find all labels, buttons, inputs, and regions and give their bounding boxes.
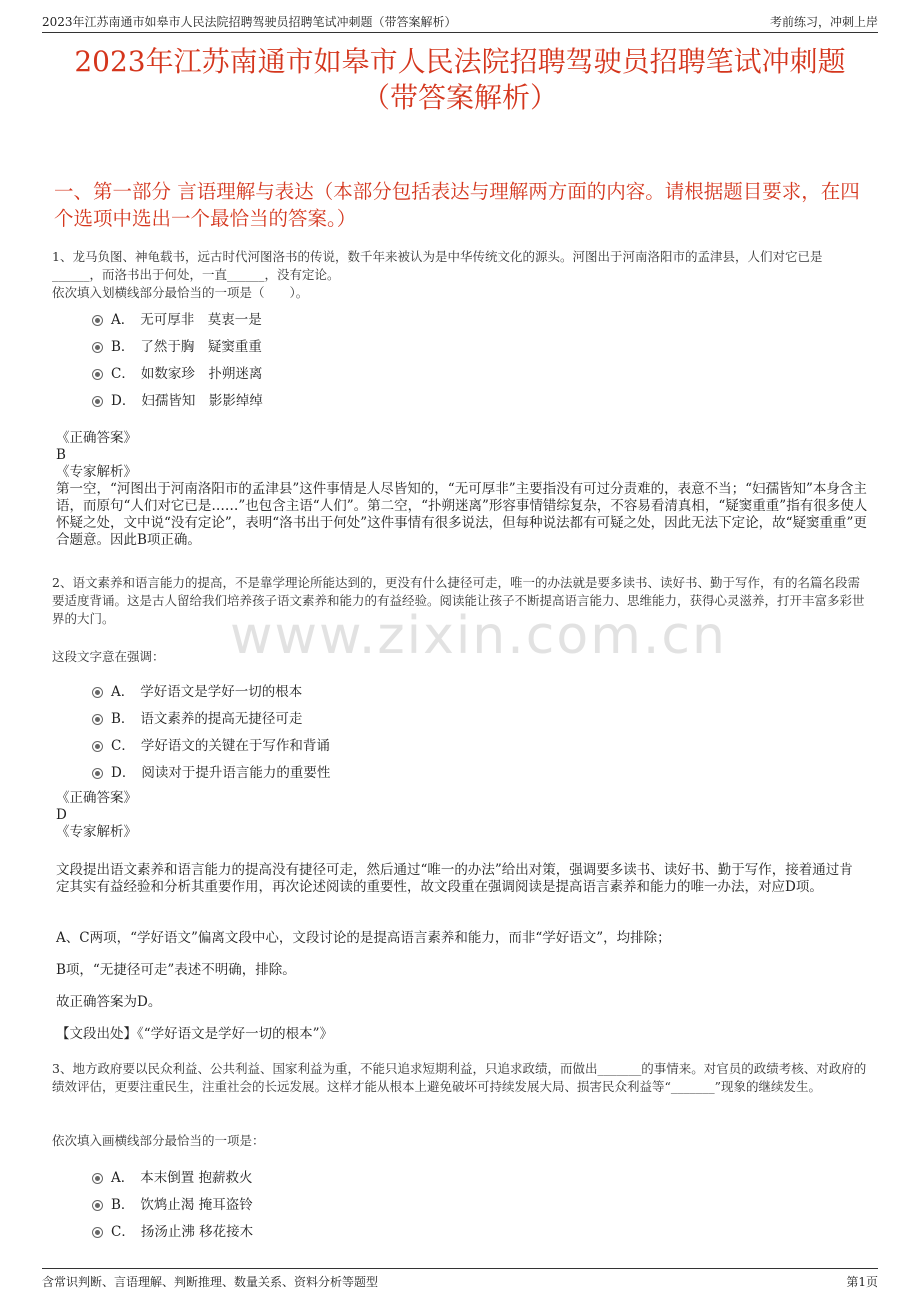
header-slogan: 考前练习，冲刺上岸 [769,15,878,29]
option-label: A． [111,311,135,328]
q2-answer-block [56,790,871,841]
q1-analysis: 第一空，“河图出于河南洛阳市的孟津县”这件事情是人尽皆知的，“无可厚非”主要指没有可过分责难的，表意不当；“妇孺皆知”本身含主语，而原句“人们对它已是……”也包含主语“人们”。第二空，“扑朔迷离”形容事情错综复杂，不容易看清真相，“疑窦重重”指有很多使人怀疑之处，文中说“没有定论”，表明“洛书出于何处”这件事情有很多说法，但每种说法都有可疑之处，因此无法下定论，故“疑窦重重”更合题意。因此B项正确。 [56,481,868,548]
option-label: B． [111,338,135,355]
radio-icon[interactable] [92,768,103,779]
option-label: C． [111,737,135,754]
document-title [30,44,890,116]
q1-answer-title: 《正确答案》 [56,430,137,446]
option-label: A． [111,1169,135,1186]
watermark: www.zixin.com.cn [230,606,727,666]
option-text: 语文素养的提高无捷径可走 [140,710,303,727]
option-text: 无可厚非 莫衷一是 [140,311,262,328]
question-2-stem: 这段文字意在强调： [52,649,165,664]
q3-option-a[interactable] [92,1162,253,1189]
radio-icon[interactable] [92,741,103,752]
page-number: 第1页 [846,1275,878,1289]
radio-icon[interactable] [92,1227,103,1238]
option-text: 学好语文的关键在于写作和背诵 [140,737,330,754]
q2-analysis-2: A、C两项，“学好语文”偏离文段中心，文段讨论的是提高语言素养和能力，而非“学好语文”，均排除； [56,930,671,946]
q1-option-c[interactable] [92,358,263,385]
question-1-text [52,248,867,302]
radio-icon[interactable] [92,1173,103,1184]
q2-analysis-4: 故正确答案为D。 [56,994,162,1010]
question-3-text: 3、地方政府要以民众利益、公共利益、国家利益为重，不能只追求短期利益，只追求政绩，而做出_______的事情来。对官员的政绩考核、对政府的绩效评估，更要注重民生，注重社会的长远发展。这样才能从根本上避免破坏可持续发展大局、损害民众利益等“_______”现象的继续发生。 [52,1061,867,1094]
title-line-1: 2023年江苏南通市如皋市人民法院招聘驾驶员招聘笔试冲刺题 [74,45,846,78]
q2-option-b[interactable] [92,703,330,730]
question-2-options [92,676,330,784]
q2-answer-title: 《正确答案》 [56,790,137,806]
question-1-options [92,304,263,412]
radio-icon[interactable] [92,315,103,326]
q2-analysis-1: 文段提出语文素养和语言能力的提高没有捷径可走，然后通过“唯一的办法”给出对策，强调要多读书、读好书、勤于写作，接着通过肯定其实有益经验和分析其重要作用，再次论述阅读的重要性，故文段重在强调阅读是提高语言素养和能力的唯一办法，对应D项。 [56,862,853,895]
option-text: 了然于胸 疑窦重重 [140,338,262,355]
option-label: C． [111,365,135,382]
q1-analysis-title: 《专家解析》 [56,464,137,480]
option-text: 学好语文是学好一切的根本 [140,683,303,700]
q1-option-d[interactable] [92,385,263,412]
q1-line-3: 依次填入划横线部分最恰当的一项是（ ）。 [52,285,309,300]
radio-icon[interactable] [92,396,103,407]
q2-answer: D [56,807,67,823]
q1-line-2: ______，而洛书出于何处，一直______，没有定论。 [52,267,340,282]
q2-option-d[interactable] [92,757,330,784]
q1-option-b[interactable] [92,331,263,358]
radio-icon[interactable] [92,342,103,353]
q3-option-c[interactable] [92,1216,253,1243]
option-label: C． [111,1223,135,1240]
q2-option-a[interactable] [92,676,330,703]
option-text: 本末倒置 抱薪救火 [140,1169,253,1186]
q2-option-c[interactable] [92,730,330,757]
q1-answer: B [56,447,66,463]
q2-analysis-title: 《专家解析》 [56,824,137,840]
page-header [42,10,878,33]
option-label: B． [111,710,135,727]
radio-icon[interactable] [92,369,103,380]
q3-option-b[interactable] [92,1189,253,1216]
option-text: 阅读对于提升语言能力的重要性 [141,764,331,781]
question-3-options [92,1162,253,1243]
option-text: 扬汤止沸 移花接木 [140,1223,254,1240]
radio-icon[interactable] [92,1200,103,1211]
option-text: 妇孺皆知 影影绰绰 [141,392,263,409]
title-line-2: （带答案解析） [361,81,558,114]
q1-line-1: 1、龙马负图、神龟载书，远古时代河图洛书的传说，数千年来被认为是中华传统文化的源头。河图出于河南洛阳市的孟津县，人们对它已是 [52,249,823,264]
footer-topics: 含常识判断、言语理解、判断推理、数量关系、资料分析等题型 [42,1275,379,1289]
radio-icon[interactable] [92,714,103,725]
section-heading: 一、第一部分 言语理解与表达（本部分包括表达与理解两方面的内容。请根据题目要求，在四个选项中选出一个最恰当的答案。） [54,180,860,230]
option-text: 饮鸩止渴 掩耳盗铃 [140,1196,253,1213]
option-text: 如数家珍 扑朔迷离 [140,365,263,382]
q2-analysis-3: B项，“无捷径可走”表述不明确，排除。 [56,962,296,978]
q2-source: 【文段出处】《“学好语文是学好一切的根本”》 [56,1026,334,1042]
option-label: D． [111,764,136,781]
question-2-text: 2、语文素养和语言能力的提高，不是靠学理论所能达到的，更没有什么捷径可走，唯一的办法就是要多读书、读好书、勤于写作，有的名篇名段需要适度背诵。这是古人留给我们培养孩子语文素养和能力的有益经验。阅读能让孩子不断提高语言能力、思维能力，获得心灵滋养，打开丰富多彩世界的大门。 [52,575,865,626]
q1-option-a[interactable] [92,304,263,331]
option-label: D． [111,392,136,409]
q1-answer-block [56,430,871,549]
question-3-stem: 依次填入画横线部分最恰当的一项是： [52,1133,265,1148]
header-doc-title: 2023年江苏南通市如皋市人民法院招聘驾驶员招聘笔试冲刺题（带答案解析） [42,15,457,29]
page-footer [42,1268,878,1289]
option-label: A． [111,683,135,700]
radio-icon[interactable] [92,687,103,698]
option-label: B． [111,1196,135,1213]
